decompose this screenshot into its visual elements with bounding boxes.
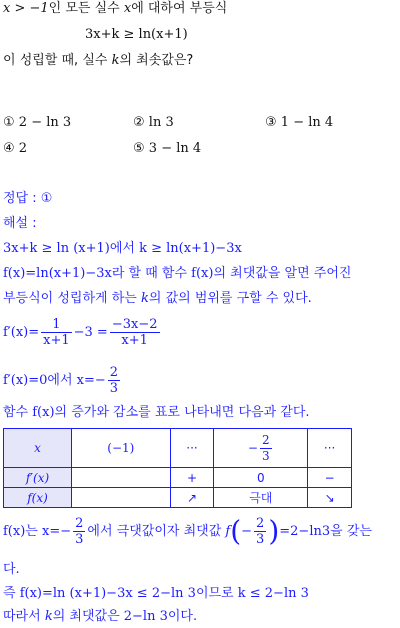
table-f-label: f(x) xyxy=(4,488,72,508)
option-3-text: 1 − ln 4 xyxy=(280,115,334,130)
conclusion1-fraction-2-denominator: 3 xyxy=(256,532,265,547)
conclusion4-text: 따라서 xyxy=(3,609,45,624)
fraction-1-numerator: 1 xyxy=(41,317,72,333)
critical-fraction-denominator: 3 xyxy=(109,381,119,396)
table-intro-text: 함수 xyxy=(3,405,33,420)
option-1[interactable] xyxy=(3,114,71,132)
step1-math: 3x+k ≥ ln (x+1) xyxy=(3,241,110,256)
option-2-num: ② xyxy=(133,115,145,130)
problem-line-1 xyxy=(3,0,227,18)
option-3-num: ③ xyxy=(265,115,277,130)
step1-text: 에서 xyxy=(109,241,140,256)
option-2-text: ln 3 xyxy=(148,115,174,130)
step2-text: 라 할 때 함수 xyxy=(111,266,192,281)
conclusion1-fraction xyxy=(73,516,85,547)
option-1-num: ① xyxy=(3,115,15,130)
option-2[interactable] xyxy=(133,114,174,132)
option-5-num: ⑤ xyxy=(133,141,145,156)
table-fprime-label: f′(x) xyxy=(4,468,72,488)
table-fprime-cell-1 xyxy=(72,468,171,488)
solution-heading: 해설 : xyxy=(3,216,37,231)
step2-math-2: f(x) xyxy=(191,266,214,281)
table-header-fraction xyxy=(260,433,272,464)
table-header-dots-1: ··· xyxy=(170,429,214,468)
critical-fraction-numerator: 2 xyxy=(109,365,119,380)
derivative-line xyxy=(3,314,162,352)
conclusion-line-2: 다. xyxy=(3,562,20,577)
critical-lhs: f′(x)=0 xyxy=(3,373,48,388)
conclusion1-fraction-numerator: 2 xyxy=(75,516,84,531)
fraction-1 xyxy=(41,317,72,348)
conclusion1-left-paren: ( xyxy=(230,514,242,548)
table-fprime-cell-2: + xyxy=(170,468,214,488)
conclusion4-text-2: 의 최댓값은 xyxy=(52,609,124,624)
step1-math-2: k ≥ ln(x+1)−3x xyxy=(139,241,242,256)
table-f-cell-4: ↘ xyxy=(308,488,352,508)
step3-var: k xyxy=(140,291,149,306)
inequality: 3x+k ≥ ln(x+1) xyxy=(85,27,188,42)
critical-text: 에서 xyxy=(47,373,77,388)
conclusion4-text-3: 이다. xyxy=(167,609,198,624)
conclusion3-text: 즉 xyxy=(3,586,20,601)
conclusion1-right-paren: ) xyxy=(268,514,280,548)
conclusion1-fraction-denominator: 3 xyxy=(75,532,84,547)
table-header-dots-2: ··· xyxy=(308,429,352,468)
conclusion1-fraction-2-numerator: 2 xyxy=(256,516,265,531)
option-4[interactable] xyxy=(3,140,27,158)
derivative-mid: −3 = xyxy=(73,325,108,340)
conclusion1-f: f xyxy=(225,524,231,539)
conclusion4-math: 2−ln 3 xyxy=(123,609,168,624)
question-var: k xyxy=(111,53,120,68)
question-line xyxy=(3,52,193,70)
fraction-2-denominator: x+1 xyxy=(121,333,148,348)
table-f-cell-1 xyxy=(72,488,171,508)
option-4-text: 2 xyxy=(18,141,28,156)
step2-math: f(x)=ln(x+1)−3x xyxy=(3,266,112,281)
critical-fraction xyxy=(108,365,120,396)
condition-text: 인 모든 실수 xyxy=(48,1,124,16)
table-fprime-cell-4: − xyxy=(308,468,352,488)
condition-var: x xyxy=(123,1,132,16)
table-header-fraction-denominator: 3 xyxy=(261,448,270,463)
conclusion1-value: =2−ln3 xyxy=(279,524,331,539)
condition-math: x > −1 xyxy=(3,1,49,16)
conclusion-line-3 xyxy=(3,585,309,603)
conclusion4-var: k xyxy=(44,609,53,624)
variation-table xyxy=(3,428,352,508)
table-intro-math: f(x) xyxy=(32,405,55,420)
table-header-row xyxy=(4,429,352,468)
table-header-x: x xyxy=(4,429,72,468)
table-header-domain-start: (−1) xyxy=(72,429,171,468)
conclusion1-minus: − xyxy=(241,524,253,539)
solution-step-3 xyxy=(3,290,312,308)
option-1-text: 2 − ln 3 xyxy=(18,115,72,130)
step3-text-2: 의 값의 범위를 구할 수 있다. xyxy=(148,291,312,306)
table-header-minus: − xyxy=(247,440,258,455)
critical-point-line xyxy=(3,362,122,400)
fraction-2-numerator: −3x−2 xyxy=(111,317,158,332)
condition-text-2: 에 대하여 부등식 xyxy=(131,1,228,16)
table-intro-text-2: 의 증가와 감소를 표로 나타내면 다음과 같다. xyxy=(54,405,310,420)
table-f-cell-3: 극대 xyxy=(214,488,308,508)
question-text: 이 성립할 때, 실수 xyxy=(3,53,112,68)
conclusion3-math: f(x)=ln (x+1)−3x ≤ 2−ln 3 xyxy=(19,586,196,601)
conclusion-line-1 xyxy=(3,513,372,551)
table-fprime-cell-3: 0 xyxy=(214,468,308,488)
conclusion1-math: f(x) xyxy=(3,524,26,539)
conclusion1-text-3: 을 갖는 xyxy=(330,524,372,539)
conclusion1-fraction-2 xyxy=(254,516,266,547)
question-text-2: 의 최솟값은? xyxy=(119,53,194,68)
conclusion3-text-2: 이므로 xyxy=(195,586,238,601)
table-header-critical xyxy=(214,429,308,468)
step3-text: 부등식이 성립하게 하는 xyxy=(3,291,141,306)
option-5[interactable] xyxy=(133,140,201,158)
conclusion1-text: 는 xyxy=(25,524,42,539)
conclusion1-text-2: 에서 극댓값이자 최댓값 xyxy=(87,524,226,539)
derivative-lhs: f′(x)= xyxy=(3,325,40,340)
fraction-1-denominator: x+1 xyxy=(43,333,70,348)
option-4-num: ④ xyxy=(3,141,15,156)
solution-step-1 xyxy=(3,240,242,258)
option-5-text: 3 − ln 4 xyxy=(148,141,202,156)
fraction-2 xyxy=(110,317,160,348)
step2-text-2: 의 최댓값을 알면 주어진 xyxy=(213,266,352,281)
conclusion-line-4 xyxy=(3,608,197,626)
conclusion3-math-2: k ≤ 2−ln 3 xyxy=(237,586,309,601)
solution-step-2 xyxy=(3,265,351,283)
table-intro xyxy=(3,404,310,422)
table-row-fprime xyxy=(4,468,352,488)
conclusion1-math-2: x=− xyxy=(42,524,72,539)
answer-line: 정답 : ① xyxy=(3,191,53,206)
critical-rhs: x=− xyxy=(76,373,106,388)
table-f-cell-2: ↗ xyxy=(170,488,214,508)
table-row-f xyxy=(4,488,352,508)
option-3[interactable] xyxy=(265,114,333,132)
table-header-fraction-numerator: 2 xyxy=(261,432,270,447)
